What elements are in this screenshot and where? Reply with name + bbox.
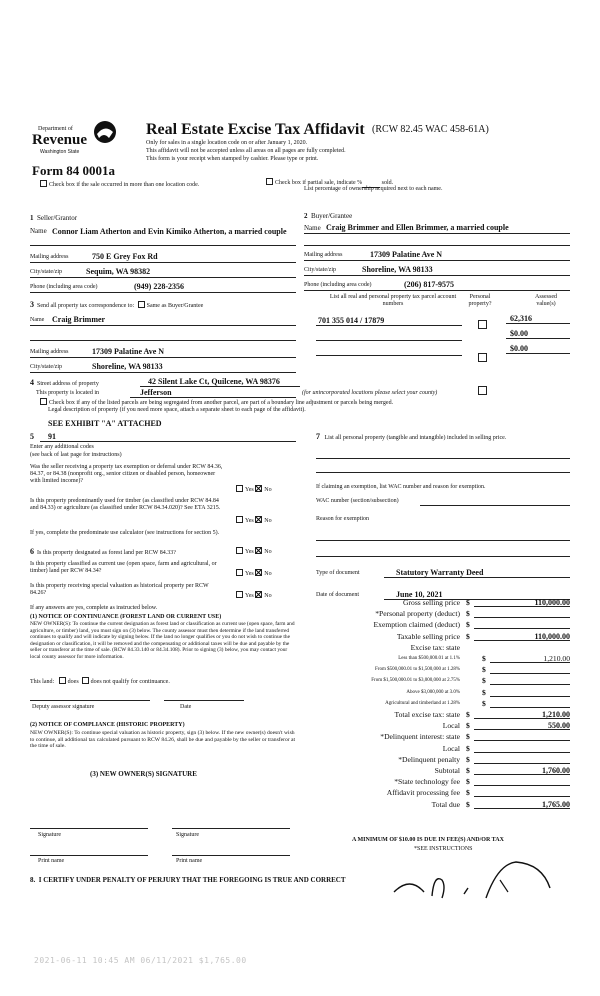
partial-sale-checkbox[interactable] [266,178,273,185]
seller-name-label: Name [30,227,47,235]
location-street-row [30,378,99,388]
tax-row-value[interactable]: 1,210.00 [543,654,570,663]
section6-q2-no-label: No [264,571,272,577]
section5-q1-answer [236,485,272,494]
seller-phone-line [30,292,296,293]
partial-sale-label: Check box if partial sale, indicate % [275,180,363,186]
land-does-not-checkbox[interactable] [82,677,89,684]
ownership-note: List percentage of ownership acquired next to each name. [304,186,443,192]
deputy-signature-line [30,700,150,701]
tax-row-dollar-sign: $ [466,777,470,787]
seller-name-line [30,245,296,246]
parcel-personal-checkbox-1[interactable] [478,320,487,329]
buyer-heading [304,212,352,220]
dor-dept-line2: Revenue [32,132,87,148]
section5-q1: Was the seller receiving a property tax exemption or deferral under RCW 84.36, 84.37, or 84.38 (nonprofit org., senior citizen or disabled person, homeowner with limited income)? [30,464,223,484]
section6-q2-yes-checkbox[interactable] [236,569,243,576]
section5-additional-codes: Enter any additional codes [30,444,94,450]
dor-dept-line1: Department of [38,126,73,132]
tax-row-label: Less than $500,000.01 at 1.1% [398,656,460,661]
form-title: Real Estate Excise Tax Affidavit [146,121,365,138]
parcel-value-line-2 [506,338,570,339]
buyer-city-label: City/state/zip [304,267,336,273]
tax-row-dollar-sign: $ [482,698,486,708]
correspondence-name-label: Name [30,317,45,323]
segregated-checkbox[interactable] [40,398,47,405]
notice-compliance-text: NEW OWNER(S): To continue special valuation as historic property, sign (3) below. If the new owner(s) doesn't wish to continue, all additional tax calculated pursuant to RCW 84.26, shall be due and payable by the seller or transferor at the time of sale. [30,730,296,750]
tax-row-line [490,673,570,674]
buyer-phone-line [304,290,570,291]
same-as-buyer-label: Same as Buyer/Grantee [146,303,204,309]
parcel-number-line-3 [316,355,462,356]
section6-q3-answer [236,591,272,600]
tax-row-line [474,740,570,741]
correspondence-name-value[interactable]: Craig Brimmer [52,315,106,324]
doc-type-label: Type of document [316,570,360,576]
tax-row-dollar-sign: $ [482,676,486,686]
buyer-city-value[interactable]: Shoreline, WA 98133 [362,265,433,274]
tax-row-value[interactable]: 1,210.00 [542,710,570,719]
form-citation: (RCW 82.45 WAC 458-61A) [372,124,489,135]
parcel-number-line-2 [316,340,462,341]
section6-q3-no-checkbox[interactable] [255,591,262,598]
correspondence-city-line [30,372,296,373]
parcel-value-3[interactable]: $0.00 [510,344,528,353]
tax-row-line [490,684,570,685]
tax-row-value[interactable]: 1,765.00 [542,799,570,809]
dor-dept-line3: Washington State [40,149,80,155]
section6-q1: Is this property designated as forest land per RCW 84.33? [37,550,176,556]
section6-q1-yes-label: Yes [245,549,254,555]
deputy-date-line [164,700,244,701]
buyer-name-label: Name [304,224,321,232]
correspondence-name-line-2 [30,340,296,341]
section5-calc-note: If yes, complete the predominate use calculator (see instructions for section 5). [30,530,220,536]
exhibit-reference[interactable]: SEE EXHIBIT "A" ATTACHED [48,419,162,428]
section5-code-line [40,441,296,442]
correspondence-mailing-line [30,357,296,358]
tax-row-value[interactable]: 1,760.00 [542,766,570,775]
multi-location-checkbox[interactable] [40,180,47,187]
parcels-col-assessed: Assessed value(s) [535,294,557,307]
section5-q2: Is this property predominantly used for timber (as classified under RCW 84.84 and 84.33) or agriculture (as classified under RCW 84.34.020)? See ETA 3215. [30,498,221,511]
tax-row-dollar-sign: $ [466,620,470,630]
correspondence-heading [30,300,203,310]
seller-city-value[interactable]: Sequim, WA 98382 [86,267,151,276]
buyer-city-line [304,275,570,276]
seller-mailing-value[interactable]: 750 E Grey Fox Rd [92,252,158,261]
segregated-label: Check box if any of the listed parcels are being segregated from another parcel, are part of a boundary line adjustment or parcels being merged. [49,400,394,406]
seller-mailing-line [30,262,296,263]
tax-row-value[interactable]: 550.00 [548,721,570,731]
faint-stamp: 2021-06-11 10:45 AM 06/11/2021 $1,765.00 [34,956,247,965]
seller-city-line [30,277,296,278]
location-located-value[interactable]: Jefferson [140,388,172,397]
parcel-personal-checkbox-2[interactable] [478,353,487,362]
tax-row-label: *Personal property (deduct) [375,609,460,619]
tax-row-dollar-sign: $ [466,598,470,607]
tax-row-line [474,763,570,764]
header-note-2: This affidavit will not be accepted unless all areas on all pages are fully completed. [146,148,346,154]
tax-row-label: Local [442,743,460,753]
seller-phone-value[interactable]: (949) 228-2356 [134,282,184,291]
minimum-fee-note: A MINIMUM OF $10.00 IS DUE IN FEE(S) AND/OR TAX [352,837,504,843]
parcels-col-number: List all real and personal property tax parcel account numbers [329,294,457,307]
seller-name-value[interactable]: Connor Liam Atherton and Evin Kimiko Atherton, a married couple [52,227,287,236]
section5-q2-answer [236,516,272,525]
owner-signature-label-1: Signature [38,832,61,838]
this-land-label: This land: [30,679,55,685]
section5-q2-yes-label: Yes [245,518,254,524]
section6-q1-no-checkbox[interactable] [255,547,262,554]
section7-number: 7 [316,432,320,441]
doc-type-line [384,577,570,578]
section6-q2-no-checkbox[interactable] [255,569,262,576]
tax-row-dollar-sign: $ [482,687,486,697]
tax-row-line [474,752,570,753]
seller-mailing-label: Mailing address [30,254,69,260]
tax-row-label: Agricultural and timberland at 1.28% [385,700,460,706]
correspondence-section-number: 3 [30,300,34,309]
this-land-row [30,677,170,686]
buyer-name-line-2 [304,245,570,246]
section5-q2-yes-checkbox[interactable] [236,516,243,523]
header-note-3: This form is your receipt when stamped by cashier. Please type or print. [146,156,319,162]
section7-heading [316,432,570,442]
segregated-row [40,398,393,407]
buyer-section-number: 2 [304,212,308,220]
location-located-label: This property is located in [36,390,99,396]
tax-row-label: Exemption claimed (deduct) [373,620,460,630]
notice-continuance-text: NEW OWNER(S): To continue the current designation as forest land or classification as current use (open space, farm and agriculture, or timber) land, you must sign on (3) below. The county assessor must then determine if the land transferred continues to qualify and will indicate by signing below. If the land no longer qualifies or you do not wish to continue the designation or classification, it will be removed and the compensating or additional taxes will be due and payable by the seller or transferor at the time of sale. (RCW 84.33.140 or 84.34.108). Prior to signing (3) below, you may contact your local county assessor for more information. [30,621,295,660]
tax-row-dollar-sign: $ [466,710,470,719]
location-street-value[interactable]: 42 Silent Lake Ct, Quilcene, WA 98376 [148,377,280,386]
section6-q3-no-label: No [264,593,272,599]
tax-row-label: Gross selling price [403,598,460,607]
section7-personal-line-1 [316,458,570,459]
tax-row-dollar-sign: $ [466,743,470,753]
tax-row-label: Local [442,721,460,731]
section7-reason-line-2[interactable] [316,556,570,557]
section5-q1-yes-label: Yes [245,487,254,493]
correspondence-mailing-label: Mailing address [30,349,69,355]
dor-logo-icon [92,120,118,144]
parcel-value-line-1 [506,323,570,324]
seller-phone-label: Phone (including area code) [30,284,98,290]
location-street-label: Street address of property [37,381,99,387]
tax-row-dollar-sign: $ [466,788,470,798]
owner-signature-line-1[interactable] [30,828,148,829]
seller-heading-text: Seller/Grantor [37,214,78,222]
section6-q1-answer [236,547,272,556]
correspondence-mailing-value[interactable]: 17309 Palatine Ave N [92,347,165,356]
buyer-name-line [304,233,570,234]
form-number: Form 84 0001a [32,163,116,178]
owner-print-label-1: Print name [38,858,65,864]
deputy-date-label: Date [180,704,192,710]
seller-city-label: City/state/zip [30,269,62,275]
section5-q2-no-label: No [264,518,272,524]
buyer-phone-label: Phone (including area code) [304,282,372,288]
doc-type-value[interactable]: Statutory Warranty Deed [396,568,484,577]
section7-personal-line-2 [316,472,570,473]
parcel-value-1[interactable]: 62,316 [510,314,532,323]
section7-reason-line-1[interactable] [316,540,570,541]
see-instructions-note: *SEE INSTRUCTIONS [414,846,473,852]
tax-row-dollar-sign: $ [466,799,470,809]
land-does-checkbox[interactable] [59,677,66,684]
tax-row-dollar-sign: $ [466,766,470,775]
parcel-value-2[interactable]: $0.00 [510,329,528,338]
tax-row-label: *State technology fee [394,777,460,787]
buyer-mailing-line [304,260,570,261]
buyer-mailing-label: Mailing address [304,252,343,258]
tax-row-value[interactable]: 110,000.00 [534,598,570,607]
partial-sale-sold: sold. [381,180,394,186]
tax-row-line [474,617,570,618]
section6-q3-yes-checkbox[interactable] [236,591,243,598]
buyer-heading-text: Buyer/Grantee [311,212,353,220]
legal-description-label: Legal description of property (if you need more space, attach a separate sheet to each page of the affidavit). [48,407,306,413]
section6-q1-row [30,547,176,557]
tax-row-label: Affidavit processing fee [386,788,460,798]
dor-logo [30,118,122,158]
tax-row-dollar-sign: $ [482,665,486,675]
tax-row-label: Above $3,000,000 at 3.0% [406,689,460,695]
parcels-col-personal: Personal property? [468,294,492,307]
parcel-personal-checkbox-3[interactable] [478,386,487,395]
owner-print-label-2: Print name [176,858,203,864]
section5-see-back: (see back of last page for instructions) [30,452,122,458]
correspondence-name-line [30,325,296,326]
tax-row-dollar-sign: $ [466,754,470,764]
section6-q1-yes-checkbox[interactable] [236,547,243,554]
tax-row-dollar-sign: $ [466,609,470,619]
tax-row-label: Taxable selling price [396,631,460,641]
owner-print-line-2[interactable] [172,855,290,856]
tax-row-line [474,628,570,629]
tax-row-label: From $1,500,000.01 to $3,000,000 at 2.75% [371,678,460,684]
tax-row-dollar-sign: $ [482,654,486,663]
buyer-phone-value[interactable]: (206) 817-9575 [404,280,454,289]
section7-label: List all personal property (tangible and intangible) included in selling price. [324,435,507,441]
tax-row-label: *Delinquent interest: state [380,732,460,742]
notice-compliance-title: (2) NOTICE OF COMPLIANCE (HISTORIC PROPERTY) [30,722,185,728]
correspondence-city-label: City/state/zip [30,364,62,370]
section5-q1-no-checkbox[interactable] [255,485,262,492]
section6-q2: Is this property classified as current use (open space, farm and agricultural, or timber) land per RCW 84.34? [30,561,217,574]
section8-number: 8 [30,876,34,884]
section5-q2-no-checkbox[interactable] [255,516,262,523]
location-unincorporated-note: (for unincorporated locations please select your county) [302,390,438,396]
tax-row-label: Excise tax: state [410,642,460,652]
land-does-label: does [67,679,79,685]
parcel-number-1[interactable]: 701 355 014 / 17879 [318,316,385,325]
tax-row-value[interactable]: 110,000.00 [534,631,570,641]
tax-row-label: From $500,000.01 to $1,500,000 at 1.28% [375,667,460,673]
tax-row-line [474,785,570,786]
section6-q2-yes-label: Yes [245,571,254,577]
section5-q1-no-label: No [264,487,272,493]
tax-row-line [474,796,570,797]
deputy-signature-label: Deputy assessor signature [32,704,95,710]
tax-row-line [490,696,570,697]
tax-row-dollar-sign: $ [466,721,470,731]
buyer-name-value[interactable]: Craig Brimmer and Ellen Brimmer, a married couple [326,223,509,232]
section7-reason-label: Reason for exemption [316,516,369,522]
section5-q1-yes-checkbox[interactable] [236,485,243,492]
header-note-1: Only for sales in a single location code on or after January 1, 2020. [146,140,308,146]
multi-location-row [40,180,199,189]
certify-statement: I CERTIFY UNDER PENALTY OF PERJURY THAT THE FOREGOING IS TRUE AND CORRECT [38,876,346,884]
section7-wac-line[interactable] [420,505,570,506]
section6-q3-yes-label: Yes [245,593,254,599]
section6-if-yes: If any answers are yes, complete as instructed below. [30,605,158,611]
location-street-line [140,386,300,387]
section6-q1-no-label: No [264,549,272,555]
doc-date-value[interactable]: June 10, 2021 [396,590,443,599]
section6-q3: Is this property receiving special valuation as historical property per RCW 84.26? [30,583,209,596]
doc-date-label: Date of document [316,592,359,598]
multi-location-label: Check box if the sale occurred in more than one location code. [49,182,200,188]
location-section-number: 4 [30,378,34,387]
buyer-mailing-value[interactable]: 17309 Palatine Ave N [370,250,443,259]
signature-scribble [390,858,570,902]
section7-exemption-label: If claiming an exemption, list WAC number and reason for exemption. [316,484,486,490]
owner-signature-line-2[interactable] [172,828,290,829]
tax-row-label: Subtotal [434,766,460,775]
seller-section-number: 1 [30,214,34,222]
parcel-value-line-3 [506,353,570,354]
owner-signature-label-2: Signature [176,832,199,838]
parcel-number-line-1 [316,325,462,326]
correspondence-city-value[interactable]: Shoreline, WA 98133 [92,362,163,371]
section5-number: 5 [30,432,34,441]
land-does-not-label: does not qualify for continuance. [90,679,170,685]
tax-row-dollar-sign: $ [466,732,470,742]
tax-row-line [490,707,570,708]
certify-row: 8. I CERTIFY UNDER PENALTY OF PERJURY THAT THE FOREGOING IS TRUE AND CORRECT [30,876,346,884]
correspondence-label: Send all property tax correspondence to: [37,303,135,309]
section6-q2-answer [236,569,272,578]
tax-row-label: Total due [431,799,460,809]
new-owner-signature-title: (3) NEW OWNER(S) SIGNATURE [90,770,197,778]
seller-heading [30,214,77,222]
section5-code[interactable]: 91 [48,432,56,441]
section7-wac-label: WAC number (section/subsection) [316,498,399,504]
section6-number: 6 [30,547,34,556]
notice-continuance-title: (1) NOTICE OF CONTINUANCE (FOREST LAND OR CURRENT USE) [30,614,222,620]
tax-row-dollar-sign: $ [466,631,470,641]
tax-row-label: *Delinquent penalty [398,754,460,764]
same-as-buyer-checkbox[interactable] [138,301,145,308]
owner-print-line-1[interactable] [30,855,148,856]
tax-row-label: Total excise tax: state [394,710,460,719]
